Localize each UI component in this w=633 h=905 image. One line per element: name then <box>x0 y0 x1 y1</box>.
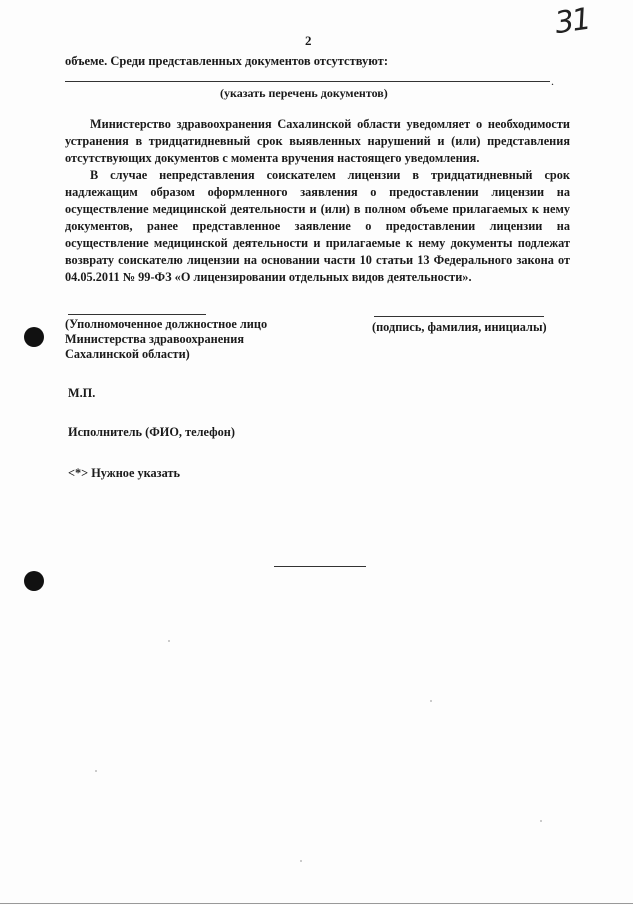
notice-paragraph-1: Министерство здравоохранения Сахалинской области уведомляет о необходимости устранения в тридцатидневный срок выявленных нарушений и (или) представления отсутствующих документов с момента вручения настоящего уведомления. <box>65 117 570 165</box>
authorized-official-caption <box>65 317 267 362</box>
scan-bottom-edge <box>0 903 633 904</box>
official-caption-line-3: Сахалинской области) <box>65 347 190 361</box>
scan-speck <box>168 640 170 642</box>
signature-caption: (подпись, фамилия, инициалы) <box>372 320 547 334</box>
signature-line <box>374 316 544 317</box>
end-separator-line <box>274 566 366 567</box>
executor-label: Исполнитель (ФИО, телефон) <box>68 425 235 439</box>
punch-hole-bottom <box>24 571 44 591</box>
documents-list-caption: (указать перечень документов) <box>220 86 388 100</box>
footnote: <*> Нужное указать <box>68 466 180 480</box>
official-signature-line <box>68 314 206 315</box>
page-number: 2 <box>305 33 312 48</box>
missing-documents-line: объеме. Среди представленных документов отсутствуют: <box>65 54 388 68</box>
scan-speck <box>540 820 542 822</box>
official-caption-line-2: Министерства здравоохранения <box>65 332 244 346</box>
notice-paragraph-2: В случае непредставления соискателем лицензии в тридцатидневный срок надлежащим образом оформленного заявления о предоставлении лицензии на осуществление медицинской деятельности и (или) в полном объеме прилагаемых к нему документов, ранее представленное заявление о предоставлении лицензии на осуществление медицинской деятельности и прилагаемые к нему документы подлежат возврату соискателю лицензии на основании части 10 статьи 13 Федерального закона от 04.05.2011 № 99-ФЗ «О лицензировании отдельных видов деятельности». <box>65 168 570 284</box>
scan-speck <box>430 700 432 702</box>
punch-hole-top <box>24 327 44 347</box>
scan-speck <box>300 860 302 862</box>
stamp-placeholder: М.П. <box>68 386 96 400</box>
scan-speck <box>95 770 97 772</box>
official-caption-line-1: (Уполномоченное должностное лицо <box>65 317 268 331</box>
documents-fill-line <box>65 81 550 82</box>
fill-line-period: . <box>551 74 554 88</box>
handwritten-page-number: 31 <box>552 1 592 42</box>
